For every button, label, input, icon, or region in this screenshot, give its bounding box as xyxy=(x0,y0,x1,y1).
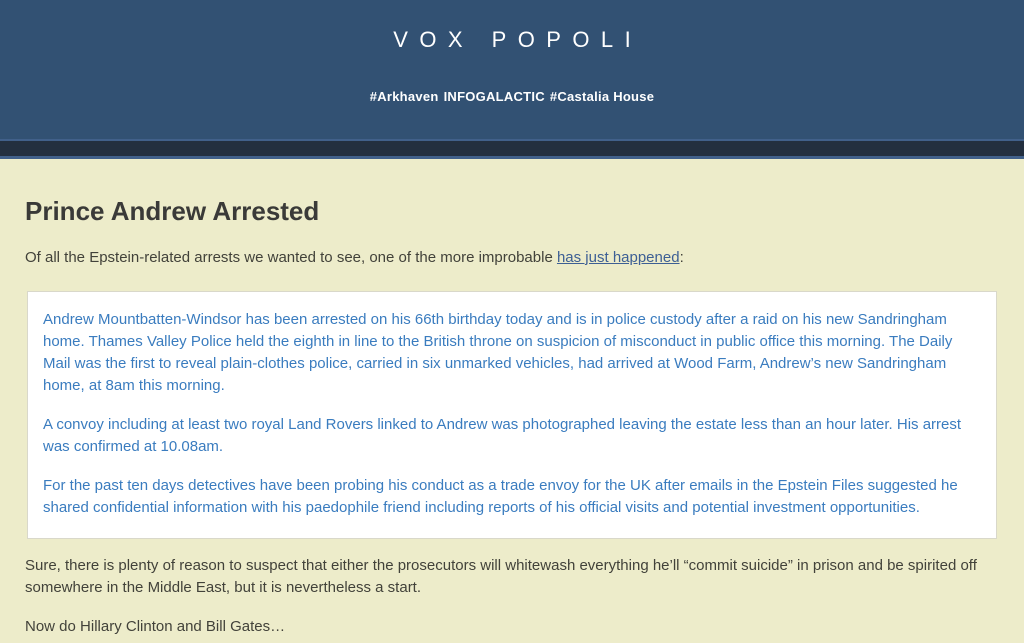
quote-paragraph-3: For the past ten days detectives have been probing his conduct as a trade envoy for the UK after emails in the Epstein Files suggested he shared confidential information with his paedophile friend including reports of his official visits and potential investment opportunities. xyxy=(43,477,958,516)
site-header xyxy=(0,0,1024,139)
post-title: Prince Andrew Arrested xyxy=(25,196,320,226)
quote-paragraph-1: Andrew Mountbatten-Windsor has been arrested on his 66th birthday today and is in police custody after a raid on his new Sandringham home. Thames Valley Police held the eighth in line to the British throne on suspicion of misconduct in public office this morning. The Daily Mail was the first to reveal plain-clothes police, carried in six unmarked vehicles, had arrived at Wood Farm, Andrew’s new Sandringham home, at 8am this morning. xyxy=(43,311,953,394)
header-stripe xyxy=(0,139,1024,159)
intro-text-before-link: Of all the Epstein-related arrests we wanted to see, one of the more improbable xyxy=(25,249,557,266)
outro-paragraph-1: Sure, there is plenty of reason to suspect that either the prosecutors will whitewash everything he’ll “commit suicide” in prison and be spirited off somewhere in the Middle East, but it is nevertheless a start. xyxy=(25,557,977,596)
site-tagline xyxy=(370,89,655,104)
outro-paragraph-2: Now do Hillary Clinton and Bill Gates… xyxy=(25,618,286,635)
post-content xyxy=(0,159,1024,638)
has-just-happened-link[interactable]: has just happened xyxy=(556,249,680,266)
intro-text-after-link: : xyxy=(679,249,684,266)
post-commentary xyxy=(25,555,999,638)
quoted-article xyxy=(27,291,997,539)
tagline-link-arkhaven[interactable]: #Arkhaven xyxy=(369,89,439,104)
tagline-link-infogalactic[interactable]: INFOGALACTIC xyxy=(443,89,545,104)
quote-paragraph-2: A convoy including at least two royal Land Rovers linked to Andrew was photographed leaving the estate less than an hour later. His arrest was confirmed at 10.08am. xyxy=(43,416,962,455)
site-title-link[interactable]: VOX POPOLI xyxy=(393,27,643,52)
tagline-link-castalia-house[interactable]: #Castalia House xyxy=(549,89,655,104)
intro-paragraph xyxy=(25,247,999,269)
